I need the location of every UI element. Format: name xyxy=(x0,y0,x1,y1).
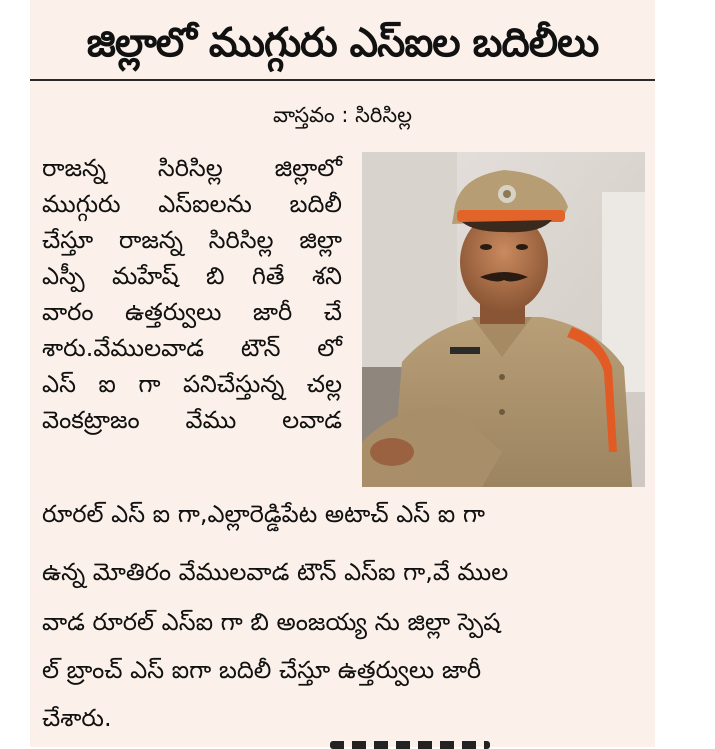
body-line: రూరల్ ఎస్ ఐ గా,ఎల్లారెడ్డిపేట అటాచ్ ఎస్ ఐ గా xyxy=(42,500,485,528)
body-line: రాజన్న సిరిసిల్ల జిల్లాలో xyxy=(42,154,342,182)
body-line: శారు.వేములవాడ టౌన్ లో xyxy=(42,334,342,362)
body-line: వెంకట్రాజం వేము లవాడ xyxy=(42,406,342,434)
headline: జిల్లాలో ముగ్గురు ఎస్ఐల బదిలీలు xyxy=(86,20,599,66)
police-officer-photo xyxy=(362,152,645,487)
body-line: ఎస్ ఐ గా పనిచేస్తున్న చల్ల xyxy=(42,370,342,398)
body-line: వాడ రూరల్ ఎస్ఐ గా బి అంజయ్య ను జిల్లా స్పెష xyxy=(42,608,501,636)
body-line: ముగ్గురు ఎస్ఐలను బదిలీ xyxy=(42,190,342,218)
body-line: ఉన్న మోతిరం వేములవాడ టౌన్ ఎస్ఐ గా,వే ముల xyxy=(42,558,509,586)
body-line: చేస్తూ రాజన్న సిరిసిల్ల జిల్లా xyxy=(42,226,342,254)
headline-divider xyxy=(30,79,655,81)
body-line: చేశారు. xyxy=(42,704,112,732)
body-line: వారం ఉత్తర్వులు జారీ చే xyxy=(42,298,342,326)
body-line: ల్ బ్రాంచ్ ఎస్ ఐగా బదిలీ చేస్తూ ఉత్తర్వులు జారీ xyxy=(42,656,482,684)
body-line: ఎస్పీ మహేష్ బి గితే శని xyxy=(42,262,342,290)
dateline: వాస్తవం : సిరిసిల్ల xyxy=(273,103,412,127)
